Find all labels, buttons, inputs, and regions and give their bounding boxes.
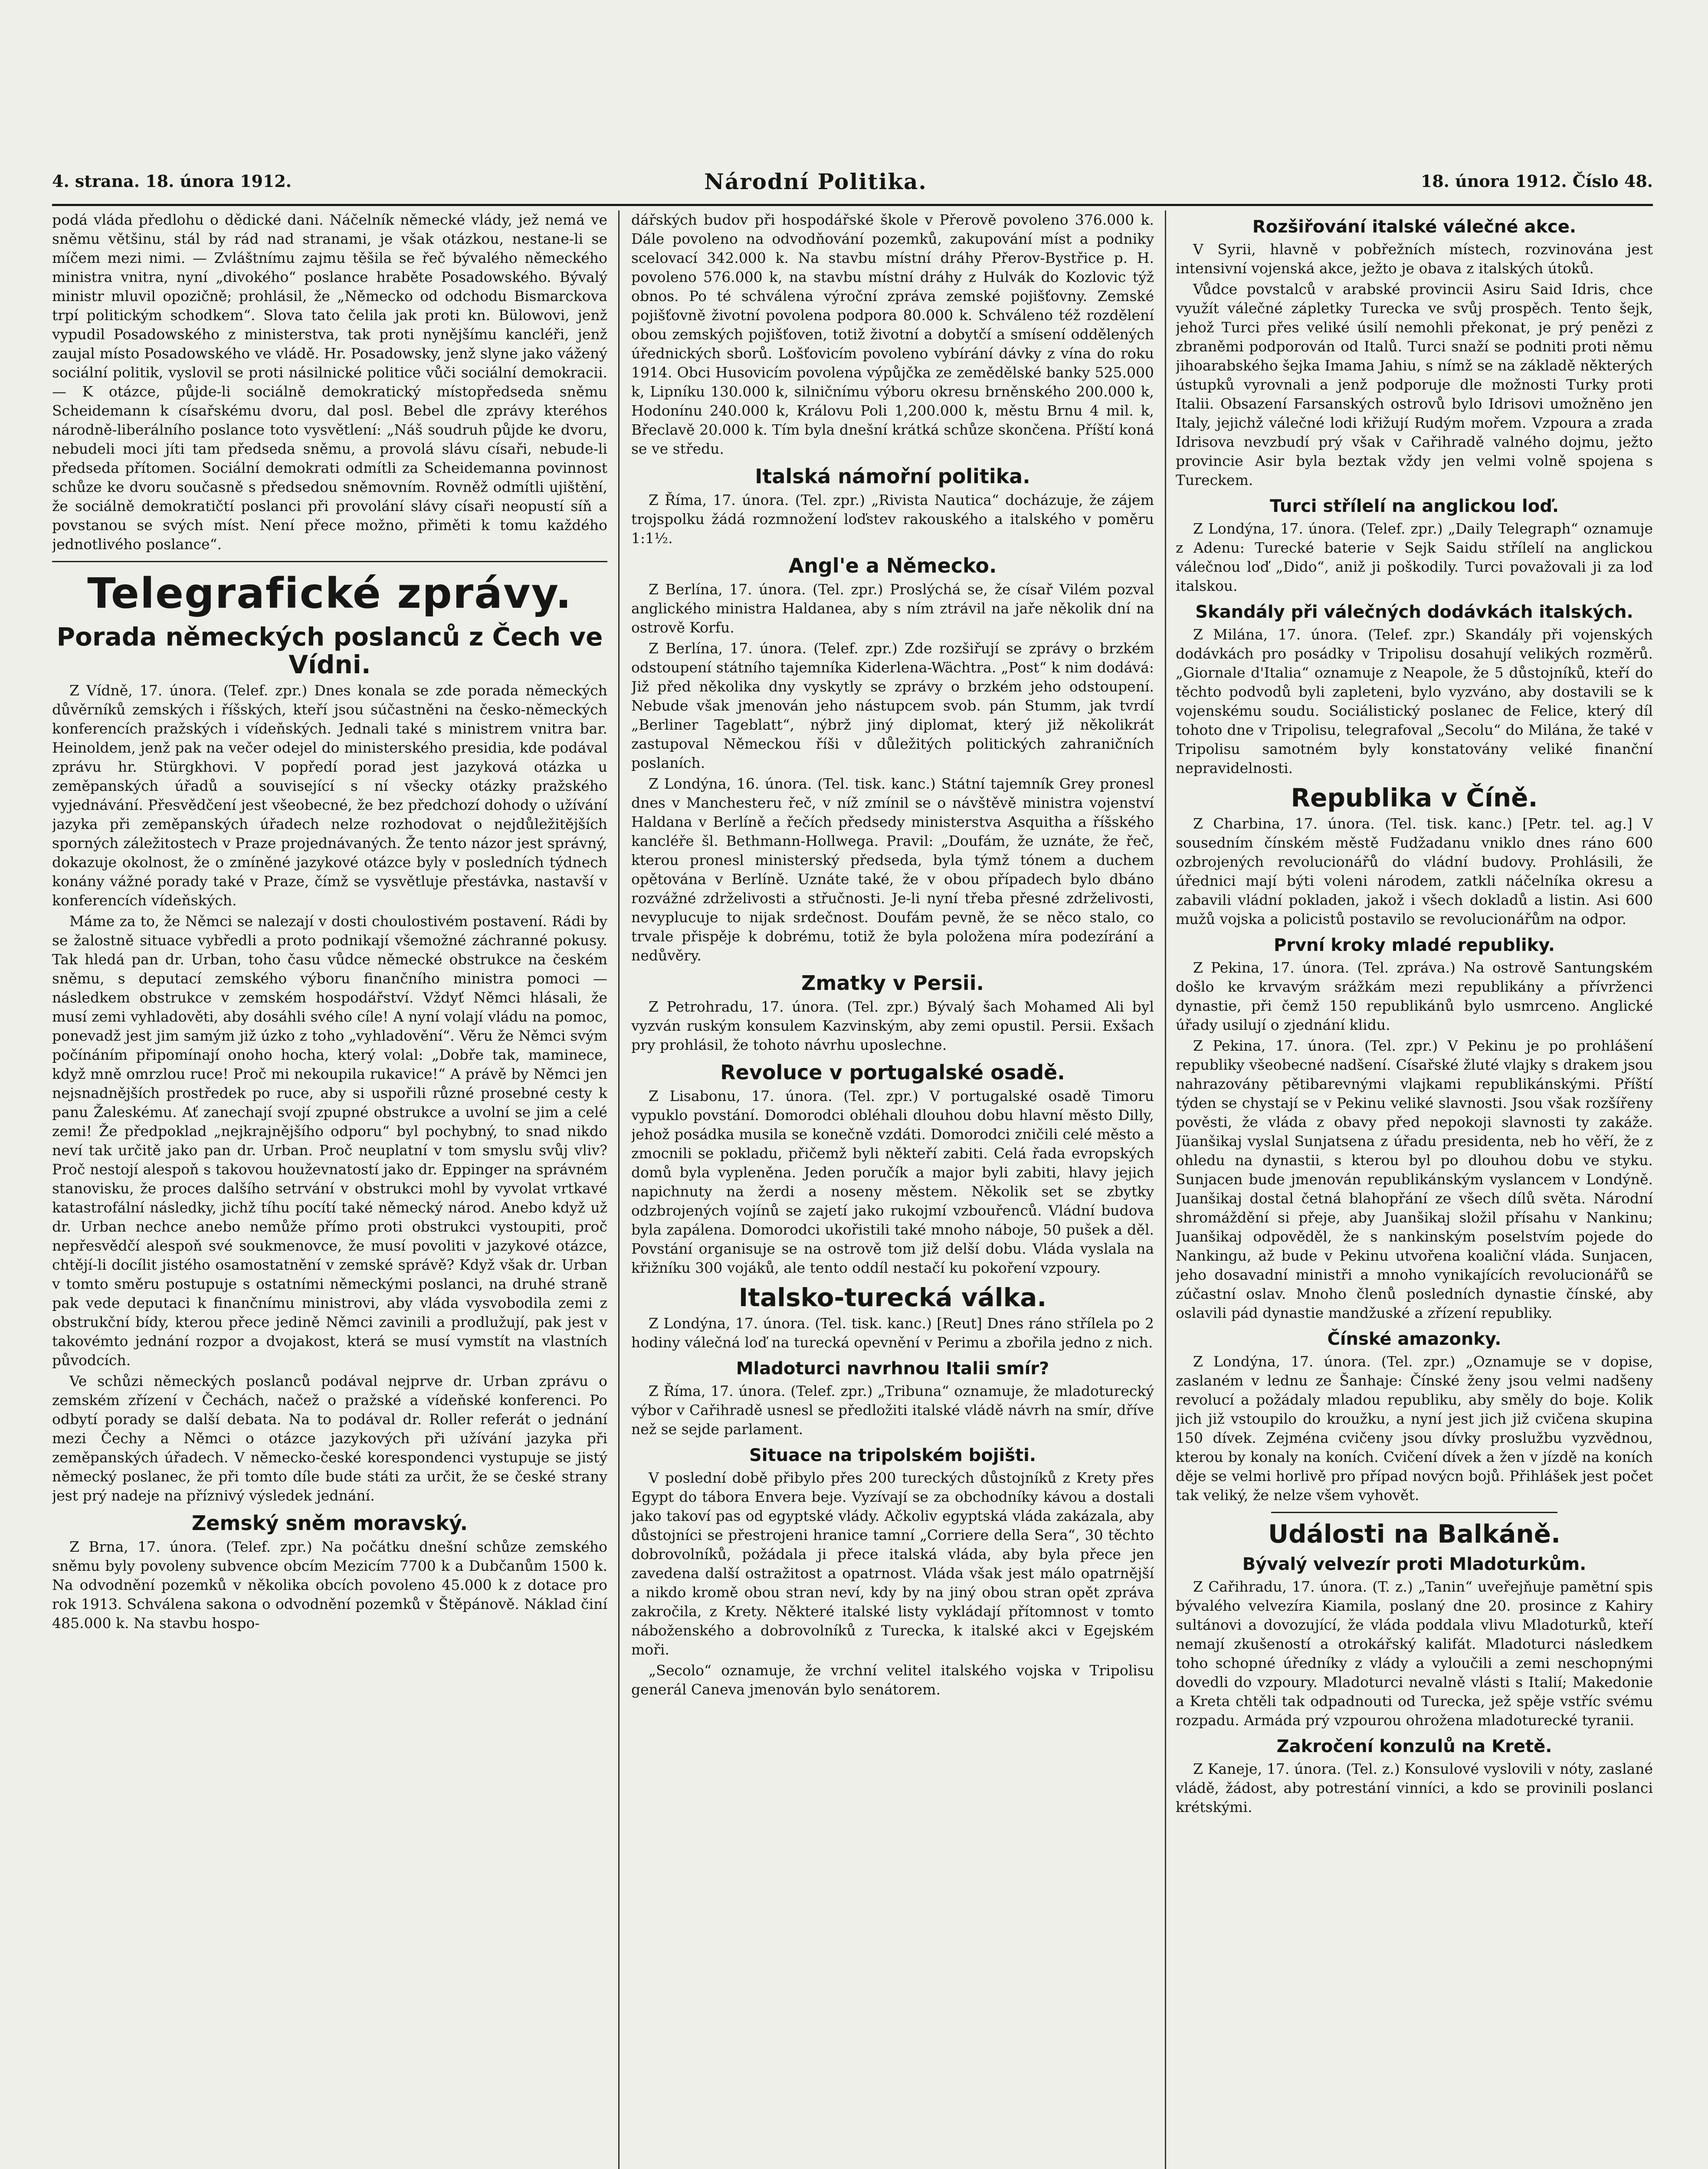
article-text: Z Pekina, 17. února. (Tel. zpr.) V Pekinu je po prohlášení republiky všeobecné nadšení. Císařské žluté vlajky s drakem jsou nahrazovány pětibarevnými vlajkami republikánskými. Příští týden se chystají se v Pekinu veliké slavnosti. Jsou však rozšířeny pověsti, že vláda z obavy před nepokoji slavnosti ty zakáže. Jüanšikaj vyslal Sunjatsena z úřadu presidenta, neb ho věří, že z ohledu na dynastii, s kterou byl po dlouhou dobu ve styku. Sunjacen bude jmenován republikánským vyslancem v Londýně. Juanšikaj dostal četná blahopřání ze všech dílů světa. Národní shromáždění si přeje, aby Juanšikaj složil přísahu v Nankinu; Juanšikaj odpověděl, že s nankinským poselstvím pojede do Nankingu, až bude v Pekinu utvořena koaliční vláda. Sunjacen, jeho dosavadní ministři a mnoho vynikajících revolucionářů se zúčastní oslav. Mnoho členů posledních dynastie čínské, aby oslavili pád dynastie mandžuské a zřízení republiky. [1176,1037,1653,1321]
article-text: V Syrii, hlavně v pobřežních místech, rozvinována jest intensivní vojenská akce, ježto je obava z italských útoků. [1176,241,1653,277]
article-headline: Italsko-turecká válka. [738,1283,1047,1312]
article-headline: Revoluce v portugalské osadě. [720,1061,1065,1084]
article-text: Z Berlína, 17. února. (Tel. zpr.) Proslýchá se, že císař Vilém pozval anglického ministra Haldanea, aby s ním ztrávil na jaře několik dní na ostrově Korfu. [631,581,1154,636]
article-subheadline: Čínské amazonky. [1327,1329,1501,1349]
article-text: Z Londýna, 16. února. (Tel. tisk. kanc.) Státní tajemník Grey pronesl dnes v Manchesteru řeč, v níž zmínil se o návštěvě ministra vojenství Haldana v Berlíně a řečích předsedy ministerstva Asquitha a říšského kancléře šl. Bethmann-Hollwega. Pravil: „Doufám, že uznáte, že řeč, kterou pronesl ministerský předseda, byla týmž tónem a duchem opětována v Berlíně. Uznáte také, že v obou případech bylo dbáno rozvážné zdrželivosti a střučnosti. Je-li nyní třeba přesné zdrželivosti, nevyplucuje to nijak srdečnost. Doufám pevně, že se něco stalo, co trvale přispěje k dobrému, totiž že byla položena míra podezírání a nedůvěry. [631,775,1154,964]
article-text: Z Londýna, 17. února. (Telef. zpr.) „Daily Telegraph“ oznamuje z Adenu: Turecké baterie v Sejk Saidu střílelí na anglickou válečnou loď „Dido“, aniž ji poškodily. Turci považovali ji za loď italskou. [1176,520,1653,594]
article-headline: Turci střílelí na anglickou loď. [1269,496,1559,516]
article-text: Z Říma, 17. února. (Tel. zpr.) „Rivista Nautica“ docházuje, že zájem trojspolku žádá rozmnožení loďstev rakouského a italského v poměru 1:1½. [631,491,1154,547]
article-headline: Italská námořní politika. [755,465,1030,488]
article-subheadline: Bývalý velvezír proti Mladoturkům. [1242,1554,1587,1574]
article-text: Z Brna, 17. února. (Telef. zpr.) Na počátku dnešní schůze zemského sněmu byly povoleny subvence obcím Mezicím 7700 k a Dubčanům 1500 k. Na odvodnění pozemků v několika obcích povoleno 45.000 k z dotace pro rok 1913. Schválena sakona o odvodnění pozemků v Štěpánově. Náklad činí 485.000 k. Na stavbu hospo- [52,1538,607,1632]
header-rule [52,204,1653,206]
section-title: Události na Balkáně. [1268,1519,1561,1549]
article-text: Z Lisabonu, 17. února. (Tel. zpr.) V portugalské osadě Timoru vypuklo povstání. Domorodci obléhali dlouhou dobu hlavní město Dilly, jehož posádka musila se konečně vzdáti. Domorodci zničili celé město a zmocnili se pokladu, přičemž byli někteří zabiti. Celá řada evropských domů byla vypleněna. Jeden poručík a major byli zabiti, hlavy jejich napichnuty na žerdi a noseny městem. Několik set se zbytky odzbrojených vojínů se zajetí jako rukojmí vzbouřenců. Vládní budova byla zapálena. Domorodci ukořistili také mnoho náboje, 50 pušek a děl. Povstání organisuje se na ostrově tom již delší dobu. Vláda vyslala na křižníku 300 vojáků, ale tento oddíl nestačí ku pokoření vzpoury. [631,1088,1154,1276]
article-headline: Zemský sněm moravský. [191,1511,468,1535]
article-headline: Zmatky v Persii. [801,971,984,995]
section-title: Telegrafické zprávy. [87,569,572,618]
article-text: V poslední době přibylo přes 200 tureckých důstojníků z Krety přes Egypt do tábora Envera beje. Vyzívají se za obchodníky kávou a dostali jako takoví pas od egyptské vlády. Ačkoliv egyptská vláda zakázala, aby důstojníci se přestrojeni hranice tamní „Corriere della Sera“, 30 těchto dobrovolníků, požádala ji přece italská vláda, aby byla přece jen zavedena další ostražitost a opatrnost. Vláda však jest málo opatrnější a nikdo kromě obou stran neví, kdy by na jiný obou stran opět zpráva zakročila, z Krety. Některé italské listy vykládají přítomnost v tomto náboženského a dobrovolníků z Turecka, k italské akci v Egejském moři. [631,1469,1154,1658]
column-divider [1165,210,1166,2169]
article-text: Vůdce povstalců v arabské provincii Asiru Said Idris, chce využít válečné zápletky Turecka ve svůj prospěch. Tento šejk, jehož Turci přes veliké úsilí nemohli překonat, je prý penězi z zbraněmi podporován od Italů. Turci snaží se podniti proti němu jihoarabského šejka Imama Jahiu, s nímž se na základě některých ústupků vyrovnali a jenž podporuje dle možnosti Turky proti Italii. Obsazení Farsanských ostrovů bylo Idrisovi umožněno jen Italy, jejichž válečné lodi křižují Rudým mořem. Vzpoura a zrada Idrisova nevzbudí prý však v Cařihradě valného dojmu, ježto provincie Asir byla beztak vždy jen velmi volně spojena s Tureckem. [1176,281,1653,488]
page-header [52,171,1653,202]
article-text: Z Petrohradu, 17. února. (Tel. zpr.) Bývalý šach Mohamed Ali byl vyzván ruským konsulem Kazvinským, aby zemi opustil. Persii. Exšach pry prohlásil, že tohoto návrhu uposlechne. [631,998,1154,1053]
article-text: podá vláda předlohu o dědické dani. Náčelník německé vlády, jež nemá ve sněmu většinu, stál by rád nad stranami, je však otázkou, nestane-li se míčem mezi nimi. — Zvláštnímu zajmu těšila se řeč bývalého německého ministra vnitra, nyní „divokého“ poslance hraběte Posadowského. Bývalý ministr mluvil opozičně; prohlásil, že „Německo od odchodu Bismarckova trpí politickým schodkem“. Slova tato čelila jak proti kn. Bülowovi, jenž vypudil Posadowského z ministerstva, tak proti nynějšímu kancléři, jenž zaujal místo Posadowského ve vládě. Hr. Posadowsky, jenž slyne jako vážený sociální politik, vyslovil se proti násilnické politice vůči sociální demokracii. — K otázce, půjde-li sociálně demokratický místopředseda sněmu Scheidemann k císařskému dvoru, dal posl. Bebel dle zprávy kteréhos národně-liberálního poslance toto vysvětlení: „Náš soudruh půjde ke dvoru, nebudeli moci jíti tam předseda sněmu, a provolá slávu císaři, nebude-li předseda přítomen. Sociální demokrati odmítli za Scheidemanna povinnost schůze ke dvoru současně s předsedou sněmovním. Rovněž odmítli ujištění, že sociálně demokratičtí poslanci při provolání slávy císaři neopustí síň a povstanou se svých míst. Není přece možno, přiměti k tomu každého jednotlivého poslance“. [52,211,607,553]
article-text: Z Charbina, 17. února. (Tel. tisk. kanc.) [Petr. tel. ag.] V sousedním čínském městě Fudžadanu vniklo dnes ráno 600 ozbrojených revolucionářů do vládní budovy. Prohlásili, že úřednici mají býti voleni národem, zatkli náčelníka okresu a zabavili vládní pokladen, jakož i všech dokladů a listin. Asi 600 mužů vojska a policistů postavilo se revolucionářům na odpor. [1176,815,1653,927]
article-subheadline: Mladoturci navrhnou Italii smír? [736,1359,1049,1379]
article-headline: Republika v Číně. [1291,783,1538,813]
article-headline: Skandály při válečných dodávkách italských. [1195,602,1633,622]
article-text: Z Milána, 17. února. (Telef. zpr.) Skandály při vojenských dodávkách pro posádky v Tripolisu dosahují velikých rozměrů. „Giornale d'Italia“ oznamuje z Neapole, že 5 důstojníků, kteří do těchto podvodů byli zapleteni, bylo vyzváno, aby dostavili se k vojenskému soudu. Sociálistický poslanec de Felice, který díl tohoto dne v Tripolisu, telegrafoval „Secolu“ do Milána, že také v Tripolisu samotném byly konstatovány veliké finanční nepravidelnosti. [1176,626,1653,777]
article-subheadline: Situace na tripolském bojišti. [749,1445,1036,1465]
page-number-date: 4. strana. 18. února 1912. [52,171,292,191]
article-headline: Angl'e a Německo. [788,554,997,577]
article-text: Z Kaneje, 17. února. (Tel. z.) Konsulové vyslovili v nóty, zaslané vládě, žádost, aby potrestání vinníci, a kdo se provinili poslanci krétskými. [1176,1760,1653,1815]
article-subheadline: Zakročení konzulů na Kretě. [1276,1737,1552,1756]
column-1 [52,210,607,2169]
article-text: „Secolo“ oznamuje, že vrchní velitel italského vojska v Tripolisu generál Caneva jmenován bylo senátorem. [631,1662,1154,1698]
article-text: Z Londýna, 17. února. (Tel. zpr.) „Oznamuje se v dopise, zaslaném v lednu ze Šanhaje: Čínské ženy jsou velmi nadšeny revolucí a požádaly mladou republiku, aby směly do boje. Kolik jich již vstoupilo do kroužku, a nyní jest jich již cvičena skupina 150 dívek. Zejména cvičeny jsou dívky proslužbu vyzvědnou, kterou by konaly na koních. Cvičení dívek a žen v jízdě na koních děje se velmi horlivě pro případ novýcn bojů. Přihlášek jest počet tak veliký, že nelze všem vyhovět. [1176,1353,1653,1504]
article-text: Z Vídně, 17. února. (Telef. zpr.) Dnes konala se zde porada německých důvěrníků zemských i říšských, kteří jsou súčastněni na česko-německých konferencích pražských i vídeňských. Jednali také s ministrem vnitra bar. Heinoldem, jenž pak na večer odejel do ministerského presidia, kde podával zprávu hr. Stürgkhovi. V popředí porad jest jazyková otázka u zeměpanských úřadů a související s ní všecky otázky pražského vyjednávání. Přesvědčení jest všeobecné, že bez předchozí dohody o užívání jazyka při zeměpanských úřadech nelze rozhodovat o nejdůležitějších sporných záležitostech v Praze projednávaných. Že tento názor jest správný, dokazuje okolnost, že o zmíněné jazykové otázce byly v posledních týdnech konány vážné porady také v Praze, čímž se vysvětluje přestávka, nastavší v konferencích vídeňských. [52,682,607,909]
column-divider [618,210,620,2169]
section-divider [1271,1512,1557,1513]
article-text: Z Pekina, 17. února. (Tel. zpráva.) Na ostrově Santungském došlo ke krvavým srážkám mezi republikány a přívrženci dynastie, při čemž 150 republikánů bylo usmrceno. Anglické úřady usilují o zjednání klidu. [1176,959,1653,1033]
newspaper-title: Národní Politika. [704,169,927,194]
article-subheadline: První kroky mladé republiky. [1274,935,1555,955]
issue-date-number: 18. února 1912. Číslo 48. [1420,171,1653,191]
article-text: Ve schůzi německých poslanců podával nejprve dr. Urban zprávu o zemském zřízení v Čechách, načež o pražské a vídeňské konferenci. Po odbytí porady se další debata. Na to podával dr. Roller referát o jednání mezi Čechy a Němci o otázce jazykových při užívání jazyka při zeměpanských úřadech. V německo-české korespondenci vystupuje se jistý německý poslanec, že při tomto díle bude státi za určit, že se české strany jest prý nadeje na příznivý výsledek jednání. [52,1373,607,1504]
article-text: dářských budov při hospodářské škole v Přerově povoleno 376.000 k. Dále povoleno na odvodňování pozemků, zakupování míst a podniky scelovací 342.000 k. Na stavbu místní dráhy Přerov-Bystřice p. H. povoleno 576.000 k, na stavbu místní dráhy z Hulvák do Kozlovic týž obnos. Po té schválena výroční zpráva zemské pojišťovny. Zemské pojišťovně životní povolena podpora 80.000 k. Schváleno též rozdělení obou zemských pojišťoven, totiž životní a dobytčí a smísení oddělených úřednických sborů. Lošťovicím povoleno vybírání dávky z vína do roku 1914. Obci Husovicím povolena výpůjčka ze zemědělské banky 525.000 k, Lipníku 130.000 k, silničnímu výboru okresu brněnského 200.000 k, Hodonínu 240.000 k, Královu Poli 1,200.000 k, městu Brnu 4 mil. k, Břeclavě 20.000 k. Tím byla dnešní krátká schůze skončena. Příští koná se ve středu. [631,211,1154,457]
section-divider [52,561,607,562]
article-text: Z Londýna, 17. února. (Tel. tisk. kanc.) [Reut] Dnes ráno střílela po 2 hodiny válečná loď na turecká opevnění v Perimu a zbořila jedno z nich. [631,1315,1154,1351]
article-headline: Rozšiřování italské válečné akce. [1252,217,1577,237]
column-2 [631,210,1154,2169]
article-text: Máme za to, že Němci se nalezají v dosti choulostivém postavení. Rádi by se žalostně situace vybředli a proto podnikají všemožné záchranné pokusy. Tak hledá pan dr. Urban, toho času vůdce německé obstrukce na českém sněmu, s deputací zemského výboru finančního ministra pomoci — následkem obstrukce v zemském hospodářství. Vždyť Němci hlásali, že musí zemi vyhladověti, aby dosáhli svého cíle! A nyní volají vládu na pomoc, ponevadž jest jim samým již úzko z toho „vyhladovění“. Věru že Němci svým počínáním připomínají onoho hocha, který volal: „Dobře tak, maminece, když mně omrzlou ruce! Proč mi nekoupila rukavice!“ A právě by Němci jen nejsnadnějších prostředek po ruce, aby si uspořili různé prosebné cesty k panu Žaleskému. Ať zanechají svojí zpupné obstrukce a uvolní se jim a celé zemi! Že předpoklad „nejkrajnějšího odporu“ byl pochybný, to snad nikdo neví tak určitě jako pan dr. Urban. Proč neuplatní v tom smyslu svůj vliv? Proč nestojí alespoň s takovou houževnatostí jako dr. Eppinger na správném stanovisku, že proces dalšího setrvání v obstrukci mohl by vyvolat vrtkavé katastrofální následky, jichž tíhu pocítí také německý národ. Anebo když už dr. Urban nechce anebo nemůže přímo proti obstrukci vystoupiti, proč nepřesvědčí alespoň své soukmenovce, že musí povoliti v jazykové otázce, chtějí-li docílit jistého osamostatnění v zemské správě? Když však dr. Urban v tomto směru postupuje s ostatními německými poslanci, na druhé straně pak vede deputaci k finančnímu ministrovi, aby vláda vysvobodila zemi z obstrukční bídy, kterou přece jedině Němci zavinili a prodlužují, pak jest v takovémto jednání rozpor a dvojakost, která se musí vymstít na vlastních původcích. [52,913,607,1369]
column-3 [1176,210,1653,2169]
article-headline: Porada německých poslanců z Čech ve Vídni. [56,622,603,679]
article-text: Z Říma, 17. února. (Telef. zpr.) „Tribuna“ oznamuje, že mladoturecký výbor v Cařihradě usnesl se předložiti italské vládě návrh na smír, dříve než se sejde parlament. [631,1383,1154,1438]
article-text: Z Cařihradu, 17. února. (T. z.) „Tanin“ uveřejňuje pamětní spis bývalého velvezíra Kiamila, poslaný dne 20. prosince z Kahiry sultánovi a dovozující, že vláda poddala vlivu Mladoturků, kteří nemají zkušeností a otrokářský kalifát. Mladoturci následkem toho schopné úředníky z vlády a vyloučili a zemi neschopnými dovedli do vzpoury. Mladoturci nevalně vlásti s Italií; Makedonie a Kreta chtěli tak odpadnouti od Turecka, jež spěje vstříc svému rozpadu. Armáda prý vzpourou ohrožena mladoturecké tyranii. [1176,1578,1653,1729]
article-text: Z Berlína, 17. února. (Telef. zpr.) Zde rozšiřují se zprávy o brzkém odstoupení státního tajemníka Kiderlena-Wächtra. „Post“ k nim dodává: Již před několika dny vyskytly se zprávy o brzkém jeho odstoupení. Nebude však jmenován jeho nástupcem svob. pán Stumm, jak tvrdí „Berliner Tageblatt“, nýbrž jiný diplomat, který již několikrát zastupoval Německou říši v důležitých politických zahraničních poslaních. [631,640,1154,771]
